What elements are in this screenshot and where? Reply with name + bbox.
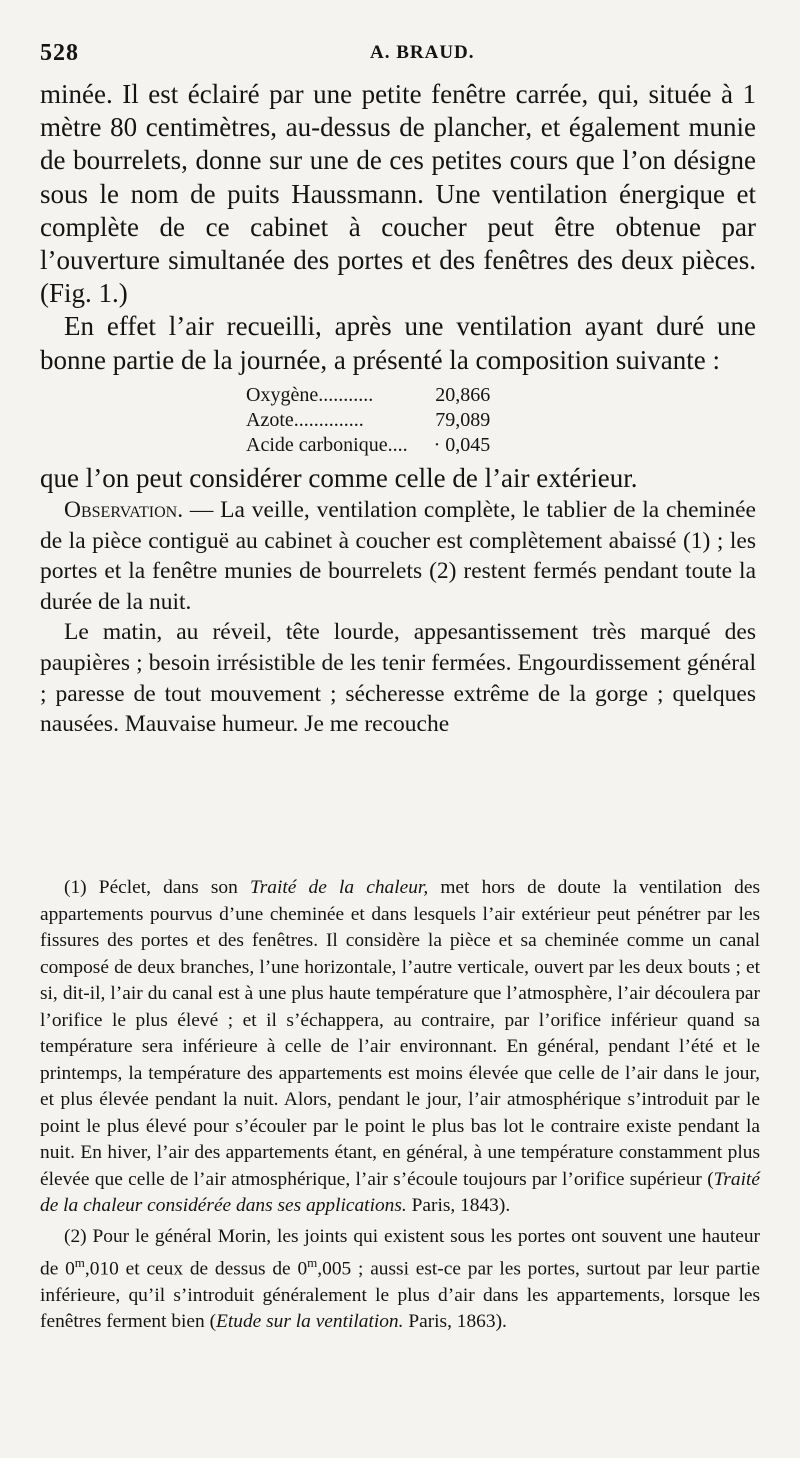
footnotes [40, 875, 760, 1336]
gas-label: Acide carbonique.... [246, 433, 408, 456]
gas-label: Oxygène........... [246, 383, 374, 406]
gas-value: · 0,045 [433, 433, 491, 456]
page-header [40, 38, 760, 68]
footnote-text: ,005 ; aussi est-ce par les portes, surtout par leur partie inférieure, qu’il s’introduit généralement le plus d’air dans les appartements, lorsque les fenêtres ferment bien ( [40, 1258, 760, 1333]
book-title: Etude sur la ventilation. [216, 1311, 404, 1333]
gas-value: 79,089 [435, 408, 491, 431]
paragraph-exterior-air: que l’on peut considérer comme celle de l’air extérieur. [40, 462, 638, 493]
observation-text: — La veille, ventilation complète, le tablier de la cheminée de la pièce contiguë au cabinet à coucher est complètement abaissé (1) ; les portes et la fenêtre munies de bourrelets (2) restent fermés pendant toute la durée de la nuit. [40, 497, 756, 615]
table-row [246, 433, 496, 458]
footnote-text: met hors de doute la ventilation des appartements pourvus d’une cheminée et dans lesquels l’air extérieur peut pénétrer par les fissures des portes et des fenêtres. Il considère la pièce et sa cheminée comme un canal composé de deux branches, l’une horizontale, l’autre verticale, ouvert par les deux bouts ; et si, dit-il, l’air du canal est à une plus haute température que l’atmosphère, l’air découlera par l’orifice le plus élevé ; et il s’échappera, au contraire, par l’orifice inférieur quand sa température sera inférieure à celle de l’air environnant. En général, pendant l’été et le printemps, la température des appartements est moins élevée que celle de l’air dans le jour, et plus élevée pendant la nuit. Alors, pendant le jour, l’air atmosphérique s’introduit par le point le plus élevé pour s’écouler par le point le plus bas lot le contraire existe pendant la nuit. En hiver, l’air des appartements étant, en général, à une température constamment plus élevée que celle de l’air atmosphérique, l’air s’écoule toujours par l’orifice supérieur ( [40, 877, 760, 1190]
book-title: Traité de la chaleur, [250, 877, 429, 898]
paragraph-air-composition: En effet l’air recueilli, après une ventilation ayant duré une bonne partie de la journée, a présenté la composition suivante : [40, 311, 756, 375]
composition-table [246, 383, 496, 458]
table-row [246, 383, 496, 408]
table-row [246, 408, 496, 433]
book-title: Traité de la chaleur considérée dans ses applications. [40, 1168, 760, 1216]
footnote-text: (1) Péclet, dans son [64, 877, 250, 898]
footnote-text: Paris, 1843). [406, 1195, 511, 1216]
footnote-2 [40, 1224, 760, 1336]
gas-label: Azote.............. [246, 408, 364, 431]
unit-superscript: m [307, 1255, 318, 1270]
main-text [40, 78, 756, 740]
footnote-1 [40, 875, 760, 1220]
footnote-text: Paris, 1863). [403, 1311, 507, 1333]
footnote-text: ,010 et ceux de dessus de 0 [84, 1258, 308, 1280]
page-number: 528 [40, 40, 79, 66]
paragraph-morning: Le matin, au réveil, tête lourde, appesantissement très marqué des paupières ; besoin irrésistible de les tenir fermées. Engourdissement général ; paresse de tout mouvement ; sécheresse extrême de la gorge ; quelques nausées. Mauvaise humeur. Je me recouche [40, 619, 756, 738]
observation-label: Observation. [64, 497, 184, 524]
gas-value: 20,866 [435, 383, 491, 406]
unit-superscript: m [74, 1255, 85, 1270]
footnote-text: (2) Pour le général Morin, les joints qui existent sous les portes ont souvent une hauteur de 0 [40, 1225, 760, 1280]
running-head: A. BRAUD. [370, 42, 475, 63]
paragraph-continuation: minée. Il est éclairé par une petite fenêtre carrée, qui, située à 1 mètre 80 centimètres, au-dessus de plancher, et également munie de bourrelets, donne sur une de ces petites cours que l’on désigne sous le nom de puits Haussmann. Une ventilation énergique et complète de ce cabinet à coucher peut être obtenue par l’ouverture simultanée des portes et des fenêtres des deux pièces. (Fig. 1.) [40, 79, 756, 309]
paragraph-observation [40, 495, 756, 617]
